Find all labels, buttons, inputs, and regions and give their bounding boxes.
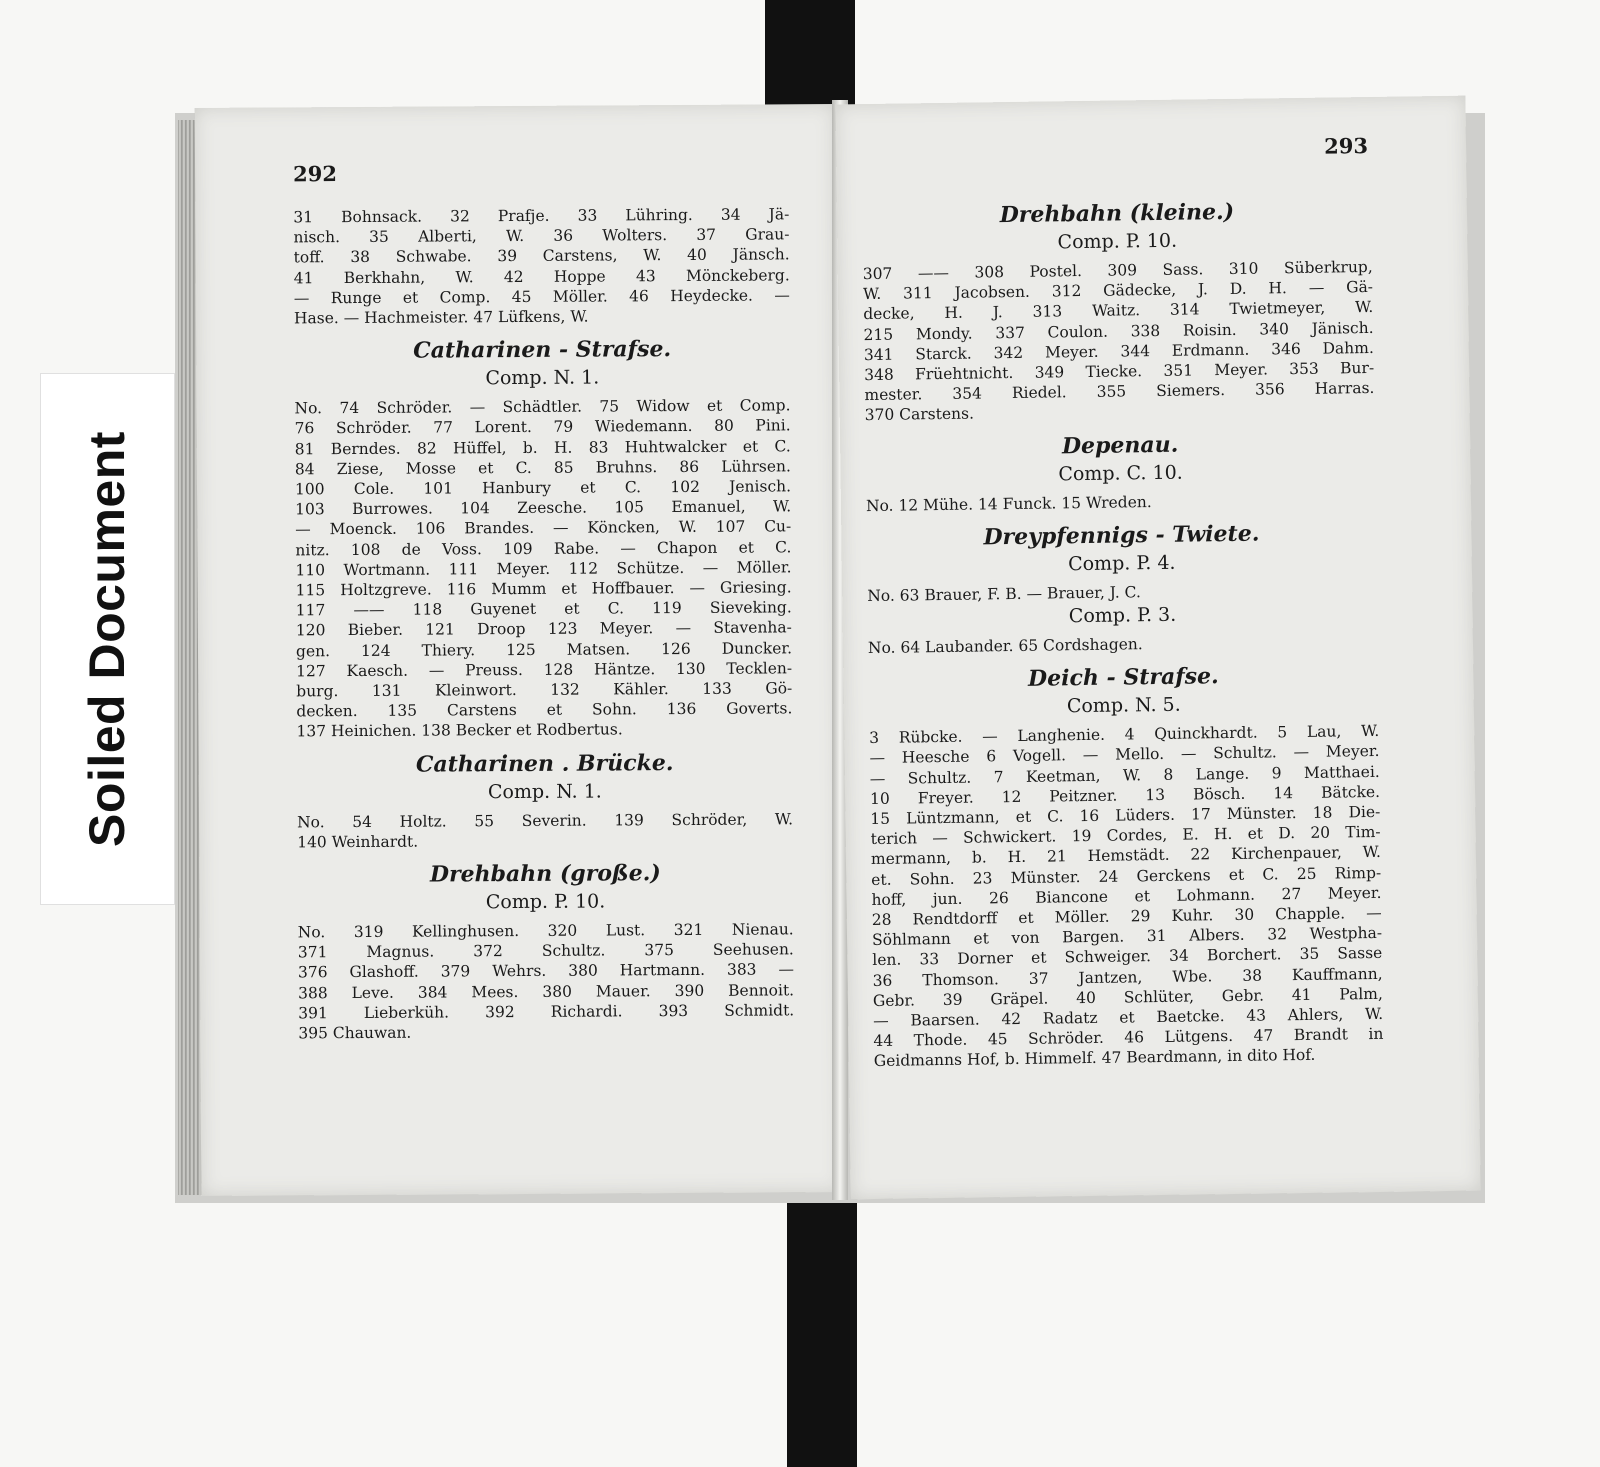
entry-line: 44 Thode. 45 Schröder. 46 Lütgens. 47 Brandt in <box>873 1025 1384 1051</box>
label-text: Soiled Document <box>79 431 135 847</box>
left-page-content <box>293 204 794 1043</box>
entry-line: 215 Mondy. 337 Coulon. 338 Roisin. 340 Jänisch. <box>863 318 1374 344</box>
entry-line: decke, H. J. 313 Waitz. 314 Twietmeyer, W. <box>863 298 1374 324</box>
entry-line: Geidmanns Hof, b. Himmelf. 47 Beardmann, in dito Hof. <box>873 1046 1316 1071</box>
entry-line: No. 12 Mühe. 14 Funck. 15 Wreden. <box>865 492 1152 515</box>
entry-line: 137 Heinichen. 138 Becker et Rodbertus. <box>296 720 623 741</box>
entry-line: — Schultz. 7 Keetman, W. 8 Lange. 9 Matthaei. <box>869 762 1380 788</box>
entry-line: mester. 354 Riedel. 355 Siemers. 356 Harras. <box>864 379 1375 405</box>
entry-line: 110 Wortmann. 111 Meyer. 112 Schütze. — Möller. <box>295 558 792 580</box>
entry-line: nitz. 108 de Voss. 109 Rabe. — Chapon et C. <box>295 537 792 559</box>
right-page-content <box>862 187 1384 1072</box>
company-label: Comp. P. 10. <box>485 890 606 914</box>
entry-line: No. 319 Kellinghusen. 320 Lust. 321 Nienau. <box>297 920 794 942</box>
entry-line: len. 33 Dorner et Schweiger. 34 Borchert. 35 Sasse <box>872 944 1383 970</box>
entry-line: 3 Rübcke. — Langhenie. 4 Quinckhardt. 5 Lau, W. <box>869 722 1380 748</box>
right-page <box>835 96 1480 1200</box>
street-heading: Dreypfennigs - Twiete. <box>983 520 1260 551</box>
entry-line: 100 Cole. 101 Hanbury et C. 102 Jenisch. <box>294 477 792 499</box>
street-heading: Drehbahn (kleine.) <box>999 198 1235 229</box>
entry-line: 117 —— 118 Guyenet et C. 119 Sieveking. <box>295 598 792 620</box>
entry-line: 307 —— 308 Postel. 309 Sass. 310 Süberkrup, <box>862 257 1373 284</box>
entry-line: Gebr. 39 Gräpel. 40 Schlüter, Gebr. 41 Palm, <box>872 984 1383 1010</box>
entry-line: 371 Magnus. 372 Schultz. 375 Seehusen. <box>297 940 794 962</box>
street-heading: Catharinen . Brücke. <box>415 749 674 778</box>
entry-line: nisch. 35 Alberti, W. 36 Wolters. 37 Grau- <box>293 225 790 247</box>
entry-line: — Moenck. 106 Brandes. — Köncken, W. 107 Cu- <box>295 517 792 539</box>
entry-line: 140 Weinhardt. <box>297 832 419 852</box>
entry-line: toff. 38 Schwabe. 39 Carstens, W. 40 Jänsch. <box>293 245 790 267</box>
entry-line: 388 Leve. 384 Mees. 380 Mauer. 390 Bennoit. <box>298 981 795 1003</box>
street-heading: Drehbahn (große.) <box>429 860 661 888</box>
entry-line: 120 Bieber. 121 Droop 123 Meyer. — Stavenha- <box>295 618 792 640</box>
entry-line: W. 311 Jacobsen. 312 Gädecke, J. D. H. — Gä- <box>862 278 1374 304</box>
entry-line: 370 Carstens. <box>864 404 975 425</box>
entry-line: gen. 124 Thiery. 125 Matsen. 126 Duncker. <box>295 638 793 661</box>
entry-line: 84 Ziese, Mosse et C. 85 Bruhns. 86 Lührsen. <box>294 457 791 479</box>
entry-line: mermann, b. H. 21 Hemstädt. 22 Kirchenpauer, W. <box>870 843 1382 869</box>
soiled-document-label <box>40 373 175 905</box>
entry-line: Söhlmann et von Bargen. 31 Albers. 32 Westpha- <box>871 924 1383 950</box>
entry-line: 103 Burrowes. 104 Zeesche. 105 Emanuel, W. <box>295 497 792 519</box>
entry-line: et. Sohn. 23 Münster. 24 Gerckens et C. 25 Rimp- <box>871 863 1382 889</box>
company-label: Comp. P. 4. <box>1067 551 1176 576</box>
entry-line: 10 Freyer. 12 Peitzner. 13 Bösch. 14 Bätcke. <box>869 782 1381 808</box>
company-label: Comp. N. 1. <box>487 780 602 803</box>
entry-line: — Baarsen. 42 Radatz et Baetcke. 43 Ahlers, W. <box>873 1004 1384 1031</box>
entry-line: 348 Früehtnicht. 349 Tiecke. 351 Meyer. 353 Bur- <box>864 358 1375 385</box>
entry-line: 15 Lüntzmann, et C. 16 Lüders. 17 Münster. 18 Die- <box>870 802 1381 829</box>
entry-line: decken. 135 Carstens et Sohn. 136 Goverts. <box>296 699 793 721</box>
entry-line: 81 Berndes. 82 Hüffel, b. H. 83 Huhtwalcker et C. <box>294 436 791 458</box>
entry-line: Hase. — Hachmeister. 47 Lüfkens, W. <box>293 307 589 328</box>
entry-line: 31 Bohnsack. 32 Prafje. 33 Lühring. 34 Jä- <box>293 205 790 227</box>
company-label: Comp. P. 3. <box>1068 603 1177 628</box>
page-number: 293 <box>1323 133 1369 159</box>
entry-line: 341 Starck. 342 Meyer. 344 Erdmann. 346 Dahm. <box>863 338 1374 364</box>
entry-line: terich — Schwickert. 19 Cordes, E. H. et D. 20 Tim- <box>870 823 1381 849</box>
entry-line: 36 Thomson. 37 Jantzen, Wbe. 38 Kauffmann, <box>872 964 1383 990</box>
entry-line: — Runge et Comp. 45 Möller. 46 Heydecke. — <box>293 286 790 308</box>
left-page <box>195 104 842 1196</box>
entry-line: No. 74 Schröder. — Schädtler. 75 Widow et Comp. <box>294 396 791 418</box>
entry-line: 28 Rendtdorff et Möller. 29 Kuhr. 30 Chapple. — <box>871 903 1382 930</box>
page-number: 292 <box>293 161 338 187</box>
entry-line: burg. 131 Kleinwort. 132 Kähler. 133 Gö- <box>296 679 793 701</box>
entry-line: 41 Berkhahn, W. 42 Hoppe 43 Mönckeberg. <box>293 265 790 287</box>
entry-line: No. 54 Holtz. 55 Severin. 139 Schröder, W. <box>296 809 794 832</box>
entry-line: hoff, jun. 26 Biancone et Lohmann. 27 Meyer. <box>871 883 1382 909</box>
company-label: Comp. P. 10. <box>1057 229 1178 254</box>
company-label: Comp. N. 1. <box>485 366 600 390</box>
entry-line: No. 64 Laubander. 65 Cordshagen. <box>867 635 1143 658</box>
entry-line: 376 Glashoff. 379 Wehrs. 380 Hartmann. 383 — <box>297 960 795 982</box>
company-label: Comp. C. 10. <box>1058 461 1183 485</box>
entry-line: 115 Holtzgreve. 116 Mumm et Hoffbauer. — Griesing. <box>295 578 792 600</box>
bookmark-ribbon-bottom <box>787 1170 857 1467</box>
street-heading: Depenau. <box>1061 431 1179 459</box>
entry-line: 127 Kaesch. — Preuss. 128 Häntze. 130 Tecklen- <box>296 659 793 681</box>
entry-line: — Heesche 6 Vogell. — Mello. — Schultz. — Meyer. <box>869 742 1380 768</box>
entry-line: 76 Schröder. 77 Lorent. 79 Wiedemann. 80 Pini. <box>294 416 791 438</box>
street-heading: Catharinen - Strafse. <box>413 336 672 364</box>
entry-line: No. 63 Brauer, F. B. — Brauer, J. C. <box>867 583 1141 605</box>
entry-line: 391 Lieberküh. 392 Richardi. 393 Schmidt. <box>298 1001 795 1023</box>
company-label: Comp. N. 5. <box>1066 693 1181 718</box>
street-heading: Deich - Strafse. <box>1027 663 1219 693</box>
entry-line: 395 Chauwan. <box>298 1023 412 1043</box>
bookmark-ribbon-top <box>765 0 855 115</box>
